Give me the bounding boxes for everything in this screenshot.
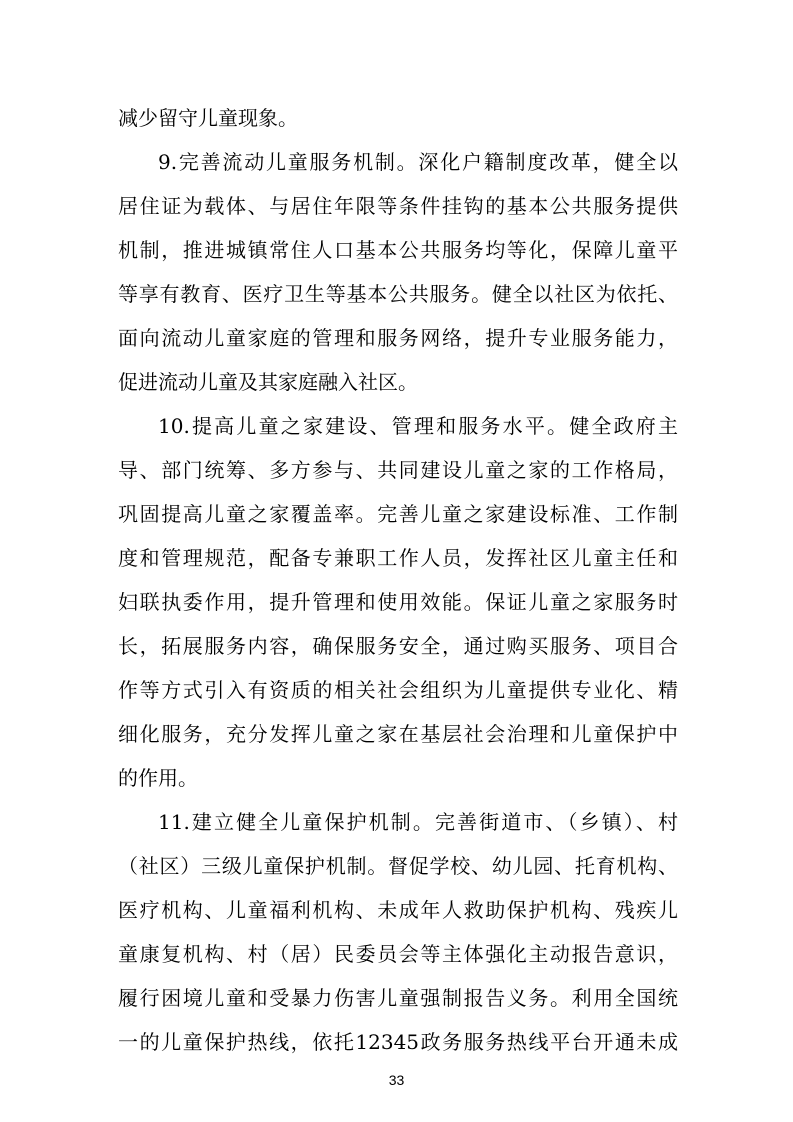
- text-line: 童康复机构、村（居）民委员会等主体强化主动报告意识，: [118, 942, 678, 966]
- text-line: 巩固提高儿童之家覆盖率。完善儿童之家建设标准、工作制: [118, 502, 678, 526]
- text-line: 减少留守儿童现象。: [118, 106, 298, 130]
- text-line: 面向流动儿童家庭的管理和服务网络，提升专业服务能力，: [118, 326, 678, 350]
- text-line: 度和管理规范，配备专兼职工作人员，发挥社区儿童主任和: [118, 546, 678, 570]
- text-line: 等享有教育、医疗卫生等基本公共服务。健全以社区为依托、: [118, 282, 678, 306]
- text-line: 履行困境儿童和受暴力伤害儿童强制报告义务。利用全国统: [118, 986, 678, 1010]
- text-line: 细化服务，充分发挥儿童之家在基层社会治理和儿童保护中: [118, 722, 678, 746]
- text-line: 长，拓展服务内容，确保服务安全，通过购买服务、项目合: [118, 634, 678, 658]
- text-line: 医疗机构、儿童福利机构、未成年人救助保护机构、残疾儿: [118, 898, 678, 922]
- text-line: 居住证为载体、与居住年限等条件挂钩的基本公共服务提供: [118, 194, 678, 218]
- text-line: 机制，推进城镇常住人口基本公共服务均等化，保障儿童平: [118, 238, 678, 262]
- text-line: 11.建立健全儿童保护机制。完善街道市、（乡镇）、村: [158, 810, 678, 834]
- text-line: 的作用。: [118, 766, 198, 790]
- text-line: 一的儿童保护热线，依托12345政务服务热线平台开通未成: [118, 1030, 678, 1054]
- text-line: 促进流动儿童及其家庭融入社区。: [118, 370, 418, 394]
- text-line: 作等方式引入有资质的相关社会组织为儿童提供专业化、精: [118, 678, 678, 702]
- page-number: 33: [388, 1072, 405, 1088]
- text-line: 导、部门统筹、多方参与、共同建设儿童之家的工作格局，: [118, 458, 678, 482]
- text-line: 妇联执委作用，提升管理和使用效能。保证儿童之家服务时: [118, 590, 678, 614]
- text-line: （社区）三级儿童保护机制。督促学校、幼儿园、托育机构、: [118, 854, 678, 878]
- text-line: 9.完善流动儿童服务机制。深化户籍制度改革，健全以: [158, 150, 678, 174]
- text-line: 10.提高儿童之家建设、管理和服务水平。健全政府主: [158, 414, 678, 438]
